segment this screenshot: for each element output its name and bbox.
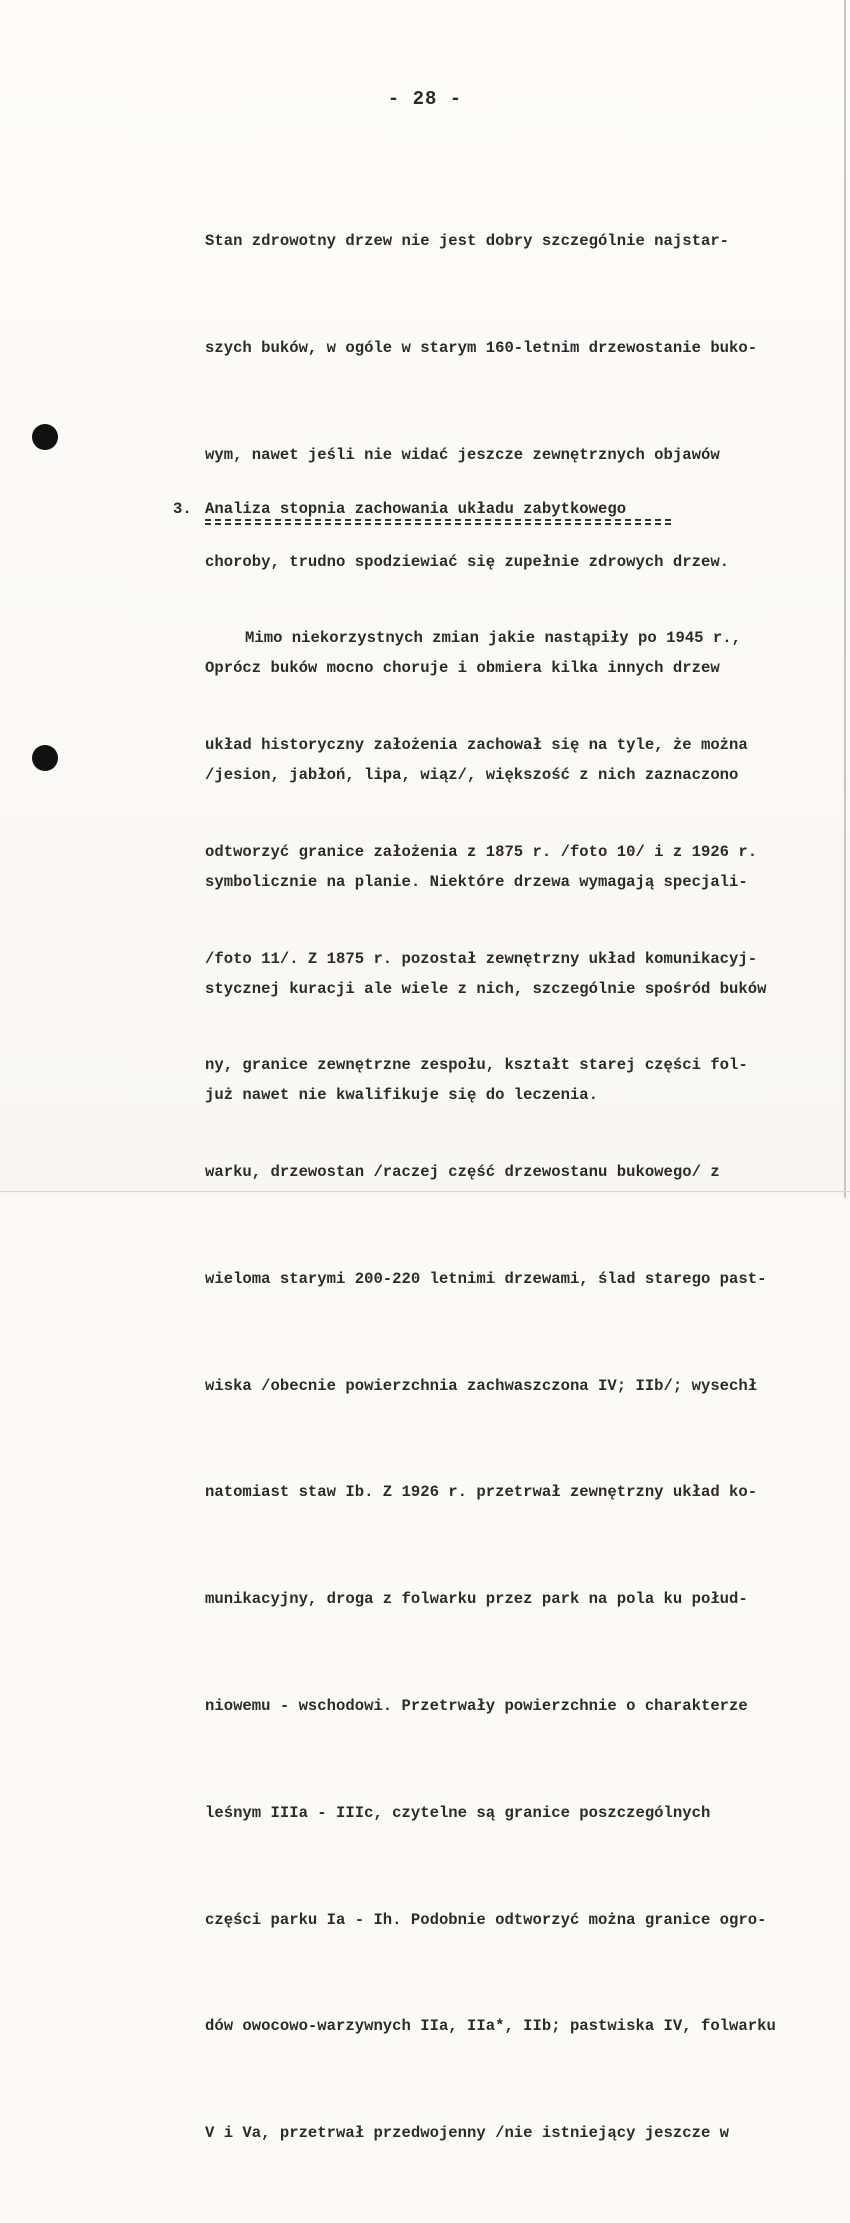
text-line: dów owocowo-warzywnych IIa, IIa*, IIb; pastwiska IV, folwarku — [205, 2017, 776, 2036]
text-line: już nawet nie kwalifikuje się do leczenia. — [205, 1086, 599, 1105]
text-line: Stan zdrowotny drzew nie jest dobry szczególnie najstar- — [205, 232, 730, 251]
punch-hole-upper — [32, 424, 58, 450]
text-line: choroby, trudno spodziewiać się zupełnie zdrowych drzew. — [205, 552, 730, 571]
text-line: munikacyjny, droga z folwarku przez park na pola ku połud- — [205, 1590, 748, 1609]
text-line: /foto 11/. Z 1875 r. pozostał zewnętrzny układ komunikacyj- — [205, 949, 758, 968]
text-line: warku, drzewostan /raczej część drzewostanu bukowego/ z — [205, 1163, 720, 1182]
text-line: szych buków, w ogóle w starym 160-letnim drzewostanie buko- — [205, 338, 758, 357]
text-line: stycznej kuracji ale wiele z nich, szczególnie spośród buków — [205, 979, 767, 998]
punch-hole-lower — [32, 745, 58, 771]
section-title: Analiza stopnia zachowania układu zabytkowego — [205, 500, 627, 518]
text-line: leśnym IIIa - IIIc, czytelne są granice poszczególnych — [205, 1803, 711, 1822]
page-number: - 28 - — [387, 88, 463, 110]
text-line: wieloma starymi 200-220 letnimi drzewami, ślad starego past- — [205, 1269, 767, 1288]
text-line: części parku Ia - Ih. Podobnie odtworzyć można granice ogro- — [205, 1910, 767, 1929]
text-line: V i Va, przetrwał przedwojenny /nie istniejący jeszcze w — [205, 2124, 730, 2143]
page-edge-right — [844, 0, 846, 1198]
text-line: natomiast staw Ib. Z 1926 r. przetrwał zewnętrzny układ ko- — [205, 1483, 758, 1502]
section-title-underline — [205, 519, 671, 525]
text-line: ny, granice zewnętrzne zespołu, kształt starej części fol- — [205, 1056, 748, 1075]
text-line: niowemu - wschodowi. Przetrwały powierzchnie o charakterze — [205, 1697, 748, 1715]
text-line: Oprócz buków mocno choruje i obmiera kilka innych drzew — [205, 659, 720, 678]
paragraph-preservation-analysis — [205, 550, 776, 2223]
section-number: 3. — [173, 500, 192, 518]
text-line: /jesion, jabłoń, lipa, wiąz/, większość z nich zaznaczono — [205, 766, 739, 785]
text-line: wym, nawet jeśli nie widać jeszcze zewnętrznych objawów — [205, 445, 720, 464]
text-line: układ historyczny założenia zachował się na tyle, że można — [205, 735, 748, 754]
text-line: symbolicznie na planie. Niektóre drzewa wymagają specjali- — [205, 872, 748, 891]
text-line: wiska /obecnie powierzchnia zachwaszczona IV; IIb/; wysechł — [205, 1376, 758, 1395]
text-line: odtworzyć granice założenia z 1875 r. /foto 10/ i z 1926 r. — [205, 842, 758, 861]
text-line: Mimo niekorzystnych zmian jakie nastąpiły po 1945 r., — [245, 629, 741, 648]
